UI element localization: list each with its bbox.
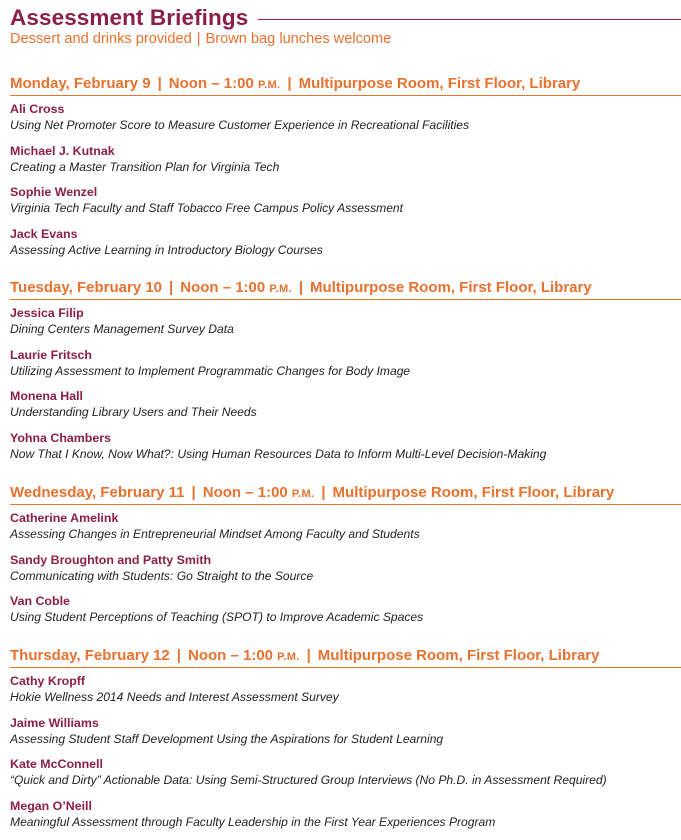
day-location: Multipurpose Room, First Floor, Library <box>317 647 600 664</box>
briefings-page <box>10 0 681 838</box>
talk-title: Assessing Changes in Entrepreneurial Mindset Among Faculty and Students <box>10 527 420 541</box>
day-date: Wednesday, February 11 <box>10 484 185 501</box>
day-header-separator: | <box>176 647 181 664</box>
presenter-name: Sandy Broughton and Patty Smith <box>10 552 212 567</box>
day-time: Noon – 1:00 P.M. <box>180 279 292 296</box>
entry-list <box>10 510 681 635</box>
presenter-name: Jaime Williams <box>10 715 99 730</box>
entry-list <box>10 673 681 840</box>
talk-title: Now That I Know, Now What?: Using Human Resources Data to Inform Multi-Level Decision-Making <box>10 447 547 462</box>
presenter-name: Cathy Kropff <box>10 674 86 688</box>
day-header-separator: | <box>298 279 304 296</box>
entry <box>10 347 681 389</box>
day-header <box>10 482 681 505</box>
talk-title: Assessing Active Learning in Introductory Biology Courses <box>10 243 323 258</box>
day-section-monday <box>10 73 681 268</box>
day-date: Monday, February 9 <box>10 75 151 92</box>
day-header-separator: | <box>287 75 292 92</box>
day-date: Tuesday, February 10 <box>10 279 163 296</box>
subtitle <box>10 31 391 47</box>
day-date: Thursday, February 12 <box>10 647 170 664</box>
entry <box>10 593 681 635</box>
talk-title: “Quick and Dirty” Actionable Data: Using Semi-Structured Group Interviews (No Ph.D. in Assessment Required) <box>10 773 607 788</box>
entry-list <box>10 305 681 472</box>
presenter-name: Van Coble <box>10 594 70 609</box>
entry <box>10 798 681 840</box>
day-header-separator: | <box>191 484 196 501</box>
day-time: Noon – 1:00 P.M. <box>202 484 315 501</box>
day-section-tuesday <box>10 277 681 472</box>
entry <box>10 715 681 757</box>
day-section-wednesday <box>10 482 681 635</box>
presenter-name: Monena Hall <box>10 389 83 404</box>
entry <box>10 226 681 268</box>
presenter-name: Catherine Amelink <box>10 511 119 525</box>
day-header <box>10 645 681 668</box>
day-header <box>10 73 681 96</box>
day-time: Noon – 1:00 P.M. <box>168 75 281 92</box>
talk-title: Using Net Promoter Score to Measure Customer Experience in Recreational Facilities <box>10 118 470 132</box>
entry <box>10 552 681 594</box>
title-row <box>10 3 681 33</box>
day-header-separator: | <box>306 647 311 664</box>
day-section-thursday <box>10 645 681 840</box>
talk-title: Creating a Master Transition Plan for Virginia Tech <box>10 159 280 174</box>
day-location: Multipurpose Room, First Floor, Library <box>298 75 581 92</box>
entry <box>10 756 681 798</box>
entry-list <box>10 101 681 268</box>
day-location: Multipurpose Room, First Floor, Library <box>332 484 615 501</box>
presenter-name: Ali Cross <box>10 102 65 116</box>
day-header-separator: | <box>321 484 326 501</box>
talk-title: Virginia Tech Faculty and Staff Tobacco Free Campus Policy Assessment <box>10 201 404 216</box>
talk-title: Hokie Wellness 2014 Needs and Interest Assessment Survey <box>10 690 339 704</box>
entry <box>10 184 681 226</box>
entry <box>10 101 681 143</box>
entry <box>10 673 681 715</box>
presenter-name: Megan O’Neill <box>10 799 92 814</box>
talk-title: Utilizing Assessment to Implement Programmatic Changes for Body Image <box>10 363 411 378</box>
day-header-separator: | <box>157 75 162 92</box>
presenter-name: Laurie Fritsch <box>10 347 92 362</box>
subtitle-lunches: Brown bag lunches welcome <box>205 31 392 47</box>
presenter-name: Jack Evans <box>10 227 78 242</box>
presenter-name: Sophie Wenzel <box>10 185 98 200</box>
presenter-name: Kate McConnell <box>10 757 103 772</box>
day-location: Multipurpose Room, First Floor, Library <box>310 279 592 296</box>
entry <box>10 143 681 185</box>
subtitle-dessert: Dessert and drinks provided <box>10 31 192 47</box>
page-title: Assessment Briefings <box>10 5 249 30</box>
entry <box>10 388 681 430</box>
talk-title: Meaningful Assessment through Faculty Leadership in the First Year Experiences Program <box>10 815 496 830</box>
entry <box>10 430 681 472</box>
talk-title: Using Student Perceptions of Teaching (SPOT) to Improve Academic Spaces <box>10 610 424 625</box>
day-header-separator: | <box>169 279 174 296</box>
presenter-name: Jessica Filip <box>10 306 84 320</box>
day-header <box>10 277 681 300</box>
entry <box>10 305 681 347</box>
day-time: Noon – 1:00 P.M. <box>187 647 300 664</box>
entry <box>10 510 681 552</box>
subtitle-separator: | <box>196 31 201 47</box>
presenter-name: Yohna Chambers <box>10 431 111 446</box>
talk-title: Understanding Library Users and Their Needs <box>10 405 257 420</box>
talk-title: Communicating with Students: Go Straight to the Source <box>10 568 314 583</box>
title-rule-divider <box>258 19 681 20</box>
talk-title: Assessing Student Staff Development Using the Aspirations for Student Learning <box>10 731 444 746</box>
presenter-name: Michael J. Kutnak <box>10 143 115 158</box>
talk-title: Dining Centers Management Survey Data <box>10 322 234 336</box>
